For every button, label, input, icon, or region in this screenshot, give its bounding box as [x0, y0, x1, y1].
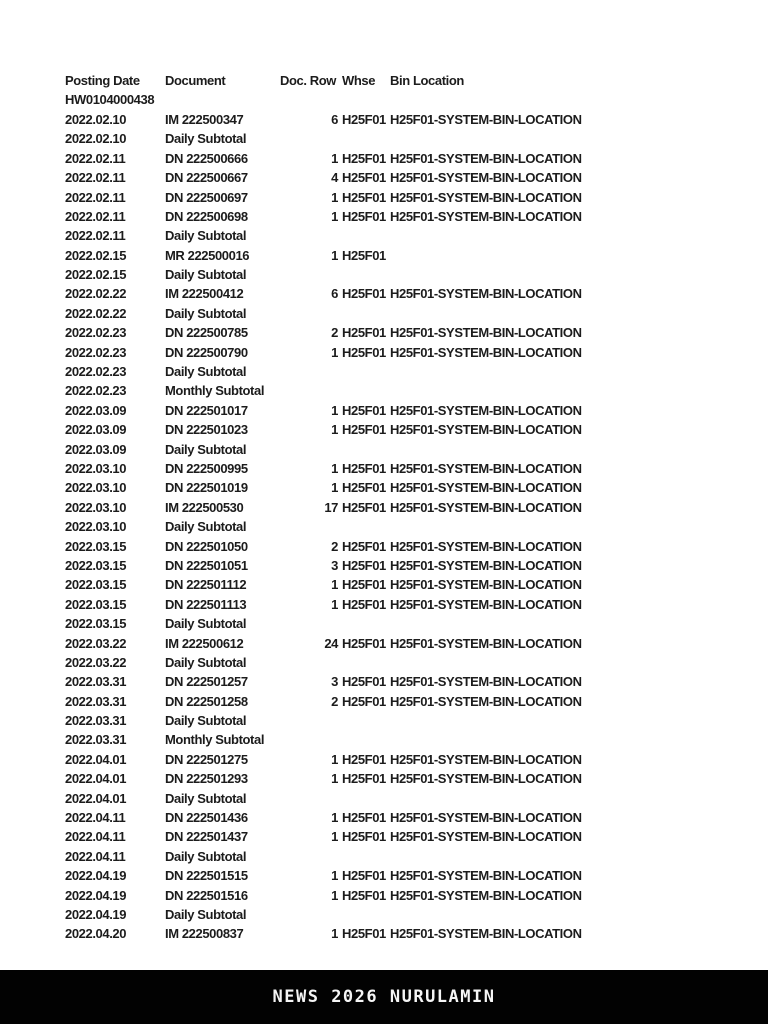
item-code-row: [0, 90, 768, 109]
cell-bin-location: H25F01-SYSTEM-BIN-LOCATION: [390, 170, 582, 186]
cell-posting-date: 2022.02.11: [65, 189, 126, 205]
cell-document: IM 222500530: [165, 499, 244, 515]
table-row: [0, 478, 768, 497]
table-row: [0, 498, 768, 517]
cell-doc-row: 1: [331, 402, 338, 418]
cell-posting-date: 2022.03.09: [65, 422, 127, 438]
cell-posting-date: 2022.02.11: [65, 170, 126, 186]
table-row: [0, 459, 768, 478]
cell-doc-row: 1: [331, 247, 338, 263]
item-code: HW0104000438: [65, 92, 155, 108]
cell-document: IM 222500837: [165, 926, 244, 942]
cell-posting-date: 2022.03.31: [65, 713, 127, 729]
cell-posting-date: 2022.02.23: [65, 364, 127, 380]
cell-bin-location: H25F01-SYSTEM-BIN-LOCATION: [390, 693, 582, 709]
table-row: [0, 750, 768, 769]
cell-bin-location: H25F01-SYSTEM-BIN-LOCATION: [390, 150, 582, 166]
cell-whse: H25F01: [342, 557, 386, 573]
table-row: [0, 168, 768, 187]
table-row: [0, 342, 768, 361]
column-header-posting-date: Posting Date: [65, 73, 140, 89]
cell-doc-row: 1: [331, 771, 338, 787]
table-row: [0, 323, 768, 342]
table-row: [0, 827, 768, 846]
cell-document: DN 222500785: [165, 325, 248, 341]
cell-document: Daily Subtotal: [165, 848, 247, 864]
table-row: [0, 595, 768, 614]
cell-whse: H25F01: [342, 402, 386, 418]
cell-document: DN 222500697: [165, 189, 248, 205]
cell-document: Daily Subtotal: [165, 364, 247, 380]
cell-posting-date: 2022.04.11: [65, 829, 126, 845]
cell-bin-location: H25F01-SYSTEM-BIN-LOCATION: [390, 538, 582, 554]
cell-document: DN 222501436: [165, 810, 248, 826]
table-row: [0, 265, 768, 284]
cell-document: Daily Subtotal: [165, 713, 247, 729]
cell-doc-row: 2: [331, 693, 338, 709]
table-row: [0, 633, 768, 652]
cell-document: Daily Subtotal: [165, 267, 247, 283]
cell-posting-date: 2022.03.15: [65, 616, 127, 632]
cell-whse: H25F01: [342, 170, 386, 186]
cell-document: Daily Subtotal: [165, 441, 247, 457]
cell-posting-date: 2022.03.31: [65, 693, 127, 709]
cell-whse: H25F01: [342, 887, 386, 903]
cell-whse: H25F01: [342, 247, 386, 263]
cell-document: DN 222501516: [165, 887, 248, 903]
cell-bin-location: H25F01-SYSTEM-BIN-LOCATION: [390, 596, 582, 612]
cell-posting-date: 2022.02.23: [65, 344, 127, 360]
cell-posting-date: 2022.03.10: [65, 480, 127, 496]
cell-document: DN 222501275: [165, 751, 248, 767]
cell-posting-date: 2022.02.10: [65, 111, 127, 127]
cell-document: DN 222501023: [165, 422, 248, 438]
table-row: [0, 129, 768, 148]
table-row: [0, 420, 768, 439]
cell-doc-row: 1: [331, 829, 338, 845]
table-row: [0, 769, 768, 788]
table-row: [0, 536, 768, 555]
cell-document: Daily Subtotal: [165, 790, 247, 806]
column-header-whse: Whse: [342, 73, 376, 89]
table-row: [0, 711, 768, 730]
cell-bin-location: H25F01-SYSTEM-BIN-LOCATION: [390, 887, 582, 903]
cell-bin-location: H25F01-SYSTEM-BIN-LOCATION: [390, 868, 582, 884]
cell-posting-date: 2022.02.10: [65, 131, 127, 147]
cell-document: DN 222500666: [165, 150, 248, 166]
table-row: [0, 439, 768, 458]
cell-document: DN 222500667: [165, 170, 248, 186]
table-header-row: [0, 71, 768, 90]
table-row: [0, 885, 768, 904]
table-row: [0, 672, 768, 691]
cell-document: DN 222500790: [165, 344, 248, 360]
cell-bin-location: H25F01-SYSTEM-BIN-LOCATION: [390, 461, 582, 476]
table-row: [0, 692, 768, 711]
cell-posting-date: 2022.02.11: [65, 228, 126, 244]
cell-whse: H25F01: [342, 577, 386, 593]
cell-posting-date: 2022.04.01: [65, 751, 127, 767]
cell-document: DN 222501257: [165, 674, 248, 690]
cell-doc-row: 4: [331, 170, 338, 186]
cell-document: Daily Subtotal: [165, 305, 247, 321]
cell-document: DN 222501051: [165, 557, 248, 573]
cell-document: DN 222500995: [165, 461, 248, 476]
cell-whse: H25F01: [342, 751, 386, 767]
cell-bin-location: H25F01-SYSTEM-BIN-LOCATION: [390, 810, 582, 826]
cell-doc-row: 1: [331, 461, 338, 476]
table-row: [0, 905, 768, 924]
cell-posting-date: 2022.04.01: [65, 771, 127, 787]
cell-bin-location: H25F01-SYSTEM-BIN-LOCATION: [390, 480, 582, 496]
cell-document: Monthly Subtotal: [165, 732, 265, 748]
table-row: [0, 517, 768, 536]
cell-posting-date: 2022.03.10: [65, 499, 127, 515]
table-row: [0, 847, 768, 866]
cell-posting-date: 2022.02.11: [65, 150, 126, 166]
cell-doc-row: 2: [331, 538, 338, 554]
watermark-text: NEWS 2026 NURULAMIN: [272, 987, 496, 1007]
cell-bin-location: H25F01-SYSTEM-BIN-LOCATION: [390, 557, 582, 573]
cell-doc-row: 17: [324, 499, 338, 515]
cell-document: DN 222501050: [165, 538, 248, 554]
table-row: [0, 110, 768, 129]
cell-document: Monthly Subtotal: [165, 383, 265, 399]
cell-posting-date: 2022.04.11: [65, 848, 126, 864]
cell-doc-row: 1: [331, 751, 338, 767]
cell-posting-date: 2022.02.15: [65, 247, 127, 263]
cell-whse: H25F01: [342, 674, 386, 690]
table-row: [0, 653, 768, 672]
table-row: [0, 866, 768, 885]
cell-posting-date: 2022.03.10: [65, 519, 127, 535]
cell-whse: H25F01: [342, 480, 386, 496]
cell-bin-location: H25F01-SYSTEM-BIN-LOCATION: [390, 208, 582, 224]
cell-bin-location: H25F01-SYSTEM-BIN-LOCATION: [390, 402, 582, 418]
cell-whse: H25F01: [342, 810, 386, 826]
cell-whse: H25F01: [342, 150, 386, 166]
cell-doc-row: 1: [331, 422, 338, 438]
table-row: [0, 246, 768, 265]
cell-whse: H25F01: [342, 538, 386, 554]
table-row: [0, 304, 768, 323]
cell-bin-location: H25F01-SYSTEM-BIN-LOCATION: [390, 771, 582, 787]
cell-posting-date: 2022.03.22: [65, 654, 127, 670]
cell-posting-date: 2022.03.09: [65, 441, 127, 457]
cell-document: DN 222501293: [165, 771, 248, 787]
cell-whse: H25F01: [342, 189, 386, 205]
cell-posting-date: 2022.02.23: [65, 383, 127, 399]
table-row: [0, 284, 768, 303]
table-row: [0, 226, 768, 245]
cell-doc-row: 1: [331, 868, 338, 884]
cell-bin-location: H25F01-SYSTEM-BIN-LOCATION: [390, 829, 582, 845]
cell-whse: H25F01: [342, 868, 386, 884]
cell-whse: H25F01: [342, 635, 386, 651]
cell-bin-location: H25F01-SYSTEM-BIN-LOCATION: [390, 577, 582, 593]
cell-document: DN 222501437: [165, 829, 248, 845]
cell-whse: H25F01: [342, 344, 386, 360]
cell-posting-date: 2022.03.15: [65, 557, 127, 573]
table-row: [0, 730, 768, 749]
cell-bin-location: H25F01-SYSTEM-BIN-LOCATION: [390, 635, 582, 651]
cell-posting-date: 2022.03.09: [65, 402, 127, 418]
cell-posting-date: 2022.04.19: [65, 868, 127, 884]
cell-posting-date: 2022.03.22: [65, 635, 127, 651]
cell-document: DN 222501113: [165, 596, 247, 612]
cell-posting-date: 2022.02.22: [65, 305, 127, 321]
cell-posting-date: 2022.04.20: [65, 926, 127, 942]
cell-posting-date: 2022.02.23: [65, 325, 127, 341]
cell-posting-date: 2022.04.11: [65, 810, 126, 826]
cell-doc-row: 1: [331, 577, 338, 593]
cell-whse: H25F01: [342, 286, 386, 302]
cell-bin-location: H25F01-SYSTEM-BIN-LOCATION: [390, 926, 582, 942]
table-row: [0, 788, 768, 807]
cell-doc-row: 6: [331, 111, 338, 127]
cell-whse: H25F01: [342, 596, 386, 612]
column-header-bin-location: Bin Location: [390, 73, 464, 89]
cell-bin-location: H25F01-SYSTEM-BIN-LOCATION: [390, 674, 582, 690]
cell-posting-date: 2022.04.01: [65, 790, 127, 806]
column-header-document: Document: [165, 73, 226, 89]
cell-document: Daily Subtotal: [165, 616, 247, 632]
cell-posting-date: 2022.02.22: [65, 286, 127, 302]
cell-document: DN 222501019: [165, 480, 248, 496]
cell-posting-date: 2022.02.15: [65, 267, 127, 283]
cell-posting-date: 2022.03.15: [65, 538, 127, 554]
cell-whse: H25F01: [342, 771, 386, 787]
table-row: [0, 149, 768, 168]
cell-document: Daily Subtotal: [165, 654, 247, 670]
cell-posting-date: 2022.04.19: [65, 887, 127, 903]
column-header-doc-row: Doc. Row: [280, 73, 337, 89]
cell-whse: H25F01: [342, 422, 386, 438]
cell-document: Daily Subtotal: [165, 906, 247, 922]
cell-document: Daily Subtotal: [165, 228, 247, 244]
cell-document: IM 222500347: [165, 111, 244, 127]
cell-whse: H25F01: [342, 499, 386, 515]
cell-doc-row: 1: [331, 926, 338, 942]
cell-document: DN 222500698: [165, 208, 248, 224]
cell-doc-row: 3: [331, 557, 338, 573]
watermark-bar: [0, 970, 768, 1024]
cell-whse: H25F01: [342, 829, 386, 845]
table-row: [0, 187, 768, 206]
cell-doc-row: 3: [331, 674, 338, 690]
cell-doc-row: 1: [331, 208, 338, 224]
cell-bin-location: H25F01-SYSTEM-BIN-LOCATION: [390, 422, 582, 438]
cell-whse: H25F01: [342, 693, 386, 709]
cell-doc-row: 1: [331, 189, 338, 205]
table-row: [0, 575, 768, 594]
cell-bin-location: H25F01-SYSTEM-BIN-LOCATION: [390, 189, 582, 205]
cell-whse: H25F01: [342, 461, 386, 476]
cell-bin-location: H25F01-SYSTEM-BIN-LOCATION: [390, 325, 582, 341]
cell-document: Daily Subtotal: [165, 131, 247, 147]
table-row: [0, 556, 768, 575]
cell-bin-location: H25F01-SYSTEM-BIN-LOCATION: [390, 751, 582, 767]
bin-location-report-table: [0, 71, 768, 944]
cell-doc-row: 2: [331, 325, 338, 341]
table-row: [0, 808, 768, 827]
cell-document: MR 222500016: [165, 247, 250, 263]
cell-document: DN 222501112: [165, 577, 247, 593]
cell-posting-date: 2022.03.31: [65, 732, 127, 748]
cell-whse: H25F01: [342, 208, 386, 224]
cell-whse: H25F01: [342, 111, 386, 127]
cell-posting-date: 2022.03.15: [65, 596, 127, 612]
cell-posting-date: 2022.03.10: [65, 461, 127, 476]
table-row: [0, 362, 768, 381]
cell-bin-location: H25F01-SYSTEM-BIN-LOCATION: [390, 344, 582, 360]
cell-doc-row: 24: [324, 635, 338, 651]
cell-doc-row: 1: [331, 596, 338, 612]
table-row: [0, 614, 768, 633]
cell-whse: H25F01: [342, 926, 386, 942]
cell-bin-location: H25F01-SYSTEM-BIN-LOCATION: [390, 286, 582, 302]
cell-whse: H25F01: [342, 325, 386, 341]
cell-posting-date: 2022.02.11: [65, 208, 126, 224]
cell-posting-date: 2022.04.19: [65, 906, 127, 922]
cell-bin-location: H25F01-SYSTEM-BIN-LOCATION: [390, 499, 582, 515]
cell-document: Daily Subtotal: [165, 519, 247, 535]
cell-posting-date: 2022.03.15: [65, 577, 127, 593]
table-row: [0, 207, 768, 226]
cell-document: DN 222501515: [165, 868, 248, 884]
cell-posting-date: 2022.03.31: [65, 674, 127, 690]
cell-document: IM 222500612: [165, 635, 244, 651]
cell-doc-row: 1: [331, 150, 338, 166]
cell-doc-row: 6: [331, 286, 338, 302]
cell-doc-row: 1: [331, 480, 338, 496]
cell-doc-row: 1: [331, 810, 338, 826]
cell-document: IM 222500412: [165, 286, 244, 302]
table-row: [0, 381, 768, 400]
cell-document: DN 222501017: [165, 402, 248, 418]
table-row: [0, 401, 768, 420]
cell-document: DN 222501258: [165, 693, 248, 709]
cell-bin-location: H25F01-SYSTEM-BIN-LOCATION: [390, 111, 582, 127]
cell-doc-row: 1: [331, 887, 338, 903]
table-row: [0, 924, 768, 943]
cell-doc-row: 1: [331, 344, 338, 360]
